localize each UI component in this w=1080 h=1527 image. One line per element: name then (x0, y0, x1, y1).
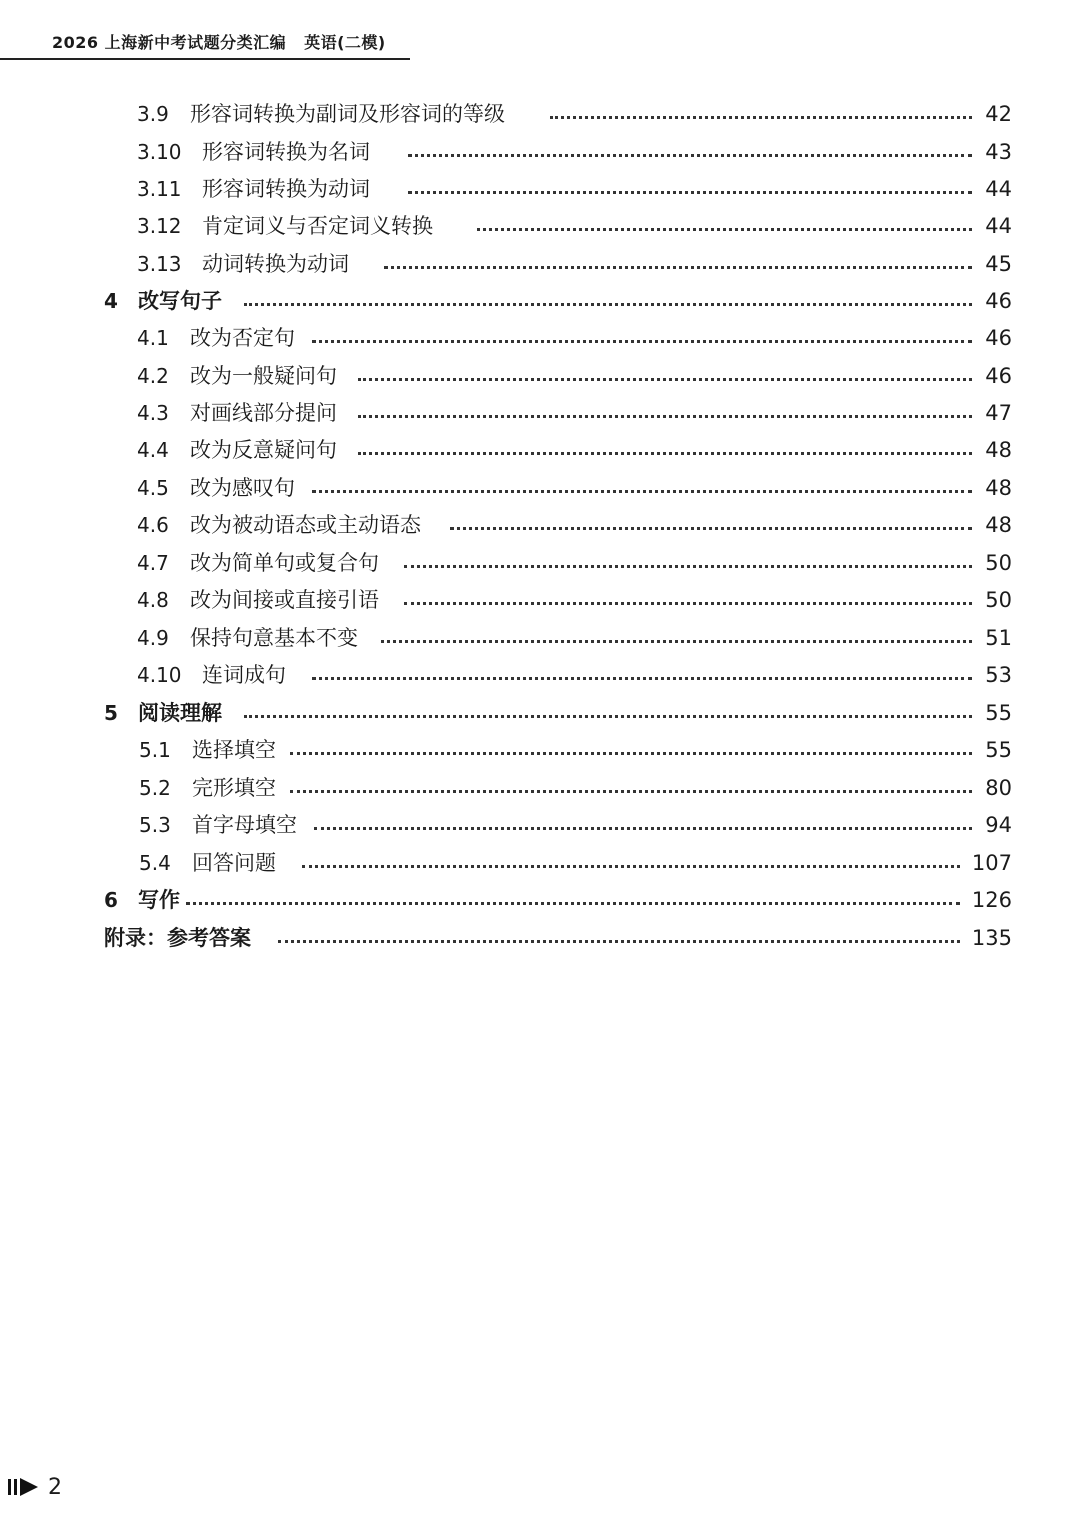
toc-entry-number: 4.10 (137, 663, 182, 687)
leader-dots (186, 902, 960, 905)
toc-appendix[interactable] (0, 923, 1080, 953)
toc-chapter-title: 写作 (138, 888, 180, 912)
toc-entry[interactable] (0, 361, 1080, 391)
toc-entry-title: 改为一般疑问句 (190, 364, 337, 388)
leader-dots (314, 827, 972, 830)
toc-entry-number: 5.2 (139, 776, 171, 800)
toc-chapter[interactable] (0, 698, 1080, 728)
toc-entry-page: 46 (985, 364, 1012, 388)
toc-entry-page: 44 (985, 177, 1012, 201)
toc-entry-page: 80 (985, 776, 1012, 800)
leader-dots (477, 228, 972, 231)
toc-entry-number: 3.11 (137, 177, 182, 201)
leader-dots (278, 940, 960, 943)
page-marker-icon (8, 1475, 44, 1499)
toc-entry-page: 50 (985, 551, 1012, 575)
toc-entry-page: 50 (985, 588, 1012, 612)
toc-entry-title: 回答问题 (192, 851, 276, 875)
toc-entry[interactable] (0, 435, 1080, 465)
leader-dots (244, 303, 972, 306)
toc-entry-title: 连词成句 (202, 663, 286, 687)
toc-entry[interactable] (0, 211, 1080, 241)
toc-entry-title: 改为简单句或复合句 (190, 551, 379, 575)
toc-entry-page: 107 (971, 851, 1012, 875)
toc-chapter-title: 改写句子 (138, 289, 222, 313)
toc-chapter[interactable] (0, 286, 1080, 316)
toc-entry-number: 4.9 (137, 626, 169, 650)
toc-entry-number: 4.8 (137, 588, 169, 612)
toc-entry-page: 43 (985, 140, 1012, 164)
leader-dots (358, 415, 972, 418)
toc-entry[interactable] (0, 848, 1080, 878)
book-subject: 英语(二模) (304, 33, 386, 52)
toc-chapter-page: 126 (971, 888, 1012, 912)
toc-entry-title: 形容词转换为动词 (202, 177, 370, 201)
toc-entry-title: 肯定词义与否定词义转换 (202, 214, 433, 238)
toc-chapter-number: 5 (104, 701, 118, 725)
leader-dots (302, 865, 960, 868)
toc-entry[interactable] (0, 773, 1080, 803)
leader-dots (450, 527, 972, 530)
leader-dots (408, 154, 972, 157)
leader-dots (358, 452, 972, 455)
toc-entry-title: 改为间接或直接引语 (190, 588, 379, 612)
toc-entry[interactable] (0, 473, 1080, 503)
toc-entry-page: 48 (985, 438, 1012, 462)
toc-chapter-page: 46 (985, 289, 1012, 313)
page-number: 2 (48, 1474, 62, 1500)
leader-dots (312, 677, 972, 680)
toc-entry-page: 45 (985, 252, 1012, 276)
toc-entry[interactable] (0, 174, 1080, 204)
toc-chapter-number: 6 (104, 888, 118, 912)
toc-entry[interactable] (0, 249, 1080, 279)
book-title (52, 30, 386, 53)
toc-entry-number: 3.12 (137, 214, 182, 238)
leader-dots (244, 715, 972, 718)
book-title-text: 2026 上海新中考试题分类汇编 (52, 33, 287, 52)
toc-entry-title: 改为否定句 (190, 326, 295, 350)
toc-entry[interactable] (0, 623, 1080, 653)
toc-entry-number: 4.1 (137, 326, 169, 350)
toc-entry-title: 选择填空 (192, 738, 276, 762)
toc-entry-number: 3.9 (137, 102, 169, 126)
toc-entry-page: 48 (985, 513, 1012, 537)
toc-chapter-number: 4 (104, 289, 118, 313)
toc-entry-title: 首字母填空 (192, 813, 297, 837)
toc-entry-title: 对画线部分提问 (190, 401, 337, 425)
toc-entry-page: 47 (985, 401, 1012, 425)
toc-entry[interactable] (0, 548, 1080, 578)
toc-entry-title: 形容词转换为名词 (202, 140, 370, 164)
toc-entry-title: 改为被动语态或主动语态 (190, 513, 421, 537)
toc-entry-page: 42 (985, 102, 1012, 126)
toc-entry-page: 94 (985, 813, 1012, 837)
toc-entry-number: 4.5 (137, 476, 169, 500)
toc-chapter[interactable] (0, 885, 1080, 915)
toc-entry[interactable] (0, 398, 1080, 428)
toc-entry[interactable] (0, 660, 1080, 690)
toc-entry-number: 4.6 (137, 513, 169, 537)
toc-entry[interactable] (0, 99, 1080, 129)
page-footer (8, 1472, 62, 1502)
leader-dots (358, 378, 972, 381)
leader-dots (312, 340, 972, 343)
toc-entry-page: 53 (985, 663, 1012, 687)
toc-appendix-page: 135 (971, 926, 1012, 950)
toc-chapter-title: 阅读理解 (138, 701, 222, 725)
toc-entry-number: 4.2 (137, 364, 169, 388)
leader-dots (290, 790, 972, 793)
leader-dots (312, 490, 972, 493)
toc-entry-page: 46 (985, 326, 1012, 350)
toc-entry-number: 5.3 (139, 813, 171, 837)
toc-entry-number: 5.1 (139, 738, 171, 762)
leader-dots (408, 191, 972, 194)
page-header (0, 20, 410, 60)
toc-entry-number: 4.3 (137, 401, 169, 425)
toc-entry-number: 4.7 (137, 551, 169, 575)
toc-entry[interactable] (0, 810, 1080, 840)
toc-entry-number: 5.4 (139, 851, 171, 875)
leader-dots (404, 565, 972, 568)
leader-dots (384, 266, 972, 269)
toc-entry-page: 51 (985, 626, 1012, 650)
toc-entry[interactable] (0, 510, 1080, 540)
toc-entry-page: 48 (985, 476, 1012, 500)
leader-dots (381, 640, 972, 643)
toc-entry-number: 3.10 (137, 140, 182, 164)
toc-entry-title: 完形填空 (192, 776, 276, 800)
toc-entry-page: 44 (985, 214, 1012, 238)
leader-dots (404, 602, 972, 605)
toc-entry-title: 保持句意基本不变 (190, 626, 358, 650)
toc-entry-title: 形容词转换为副词及形容词的等级 (190, 102, 505, 126)
toc-entry-page: 55 (985, 738, 1012, 762)
toc-entry-title: 动词转换为动词 (202, 252, 349, 276)
toc-entry-number: 3.13 (137, 252, 182, 276)
leader-dots (290, 752, 972, 755)
toc-appendix-title: 附录：参考答案 (104, 926, 251, 950)
toc-entry-title: 改为反意疑问句 (190, 438, 337, 462)
toc-entry[interactable] (0, 735, 1080, 765)
toc-chapter-page: 55 (985, 701, 1012, 725)
toc-entry[interactable] (0, 137, 1080, 167)
toc-entry-number: 4.4 (137, 438, 169, 462)
leader-dots (550, 116, 972, 119)
toc-entry[interactable] (0, 585, 1080, 615)
toc-entry[interactable] (0, 323, 1080, 353)
toc-entry-title: 改为感叹句 (190, 476, 295, 500)
